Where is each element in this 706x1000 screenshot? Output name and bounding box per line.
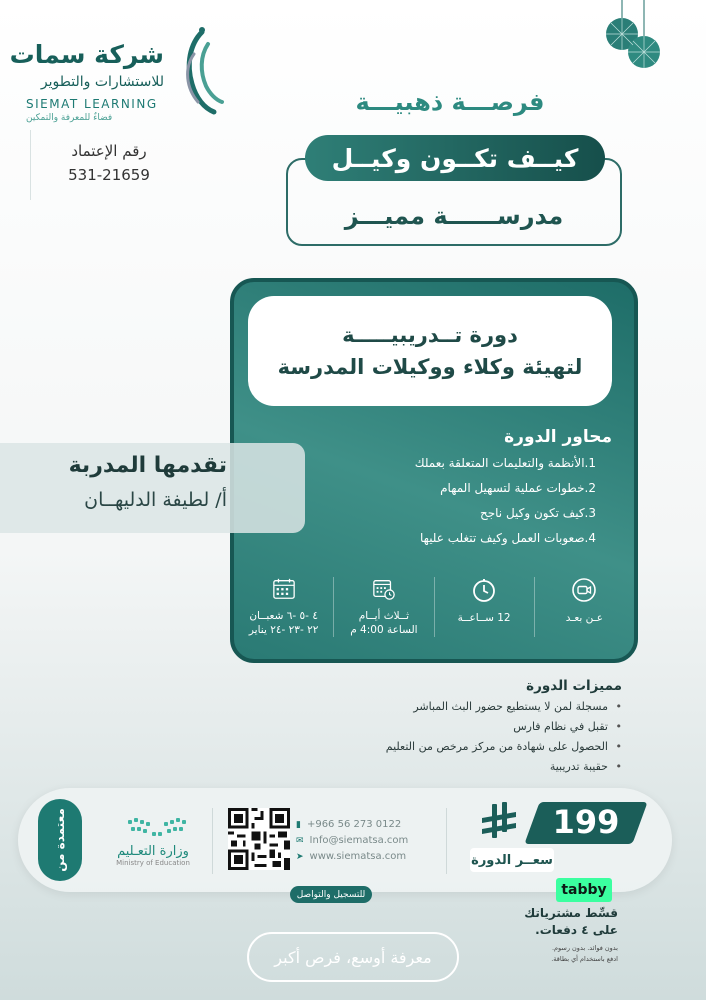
- ministry-logo-icon: [126, 816, 188, 842]
- feature-line: عـن بعـد: [565, 612, 603, 624]
- course-axes-title: محاور الدورة: [504, 427, 612, 447]
- presenter-name: أ/ لطيفة الدليهــان: [84, 489, 227, 511]
- cta-label: معرفة أوسع، فرص أكبر: [274, 947, 432, 967]
- advantages-title: مميزات الدورة: [526, 678, 622, 694]
- list-item: • مسجلة لمن لا يستطيع حضور البث المباشر: [386, 700, 622, 720]
- advantages-list: [386, 700, 622, 780]
- brand-slogan: فضاءٌ للمعرفة والتمكين: [26, 113, 113, 123]
- feature-line: ٢٢ -٢٣ -٢٤ يناير: [248, 624, 319, 636]
- brand-logo: [9, 22, 227, 123]
- tabby-logo: tabby: [556, 878, 612, 902]
- course-title-box: [248, 296, 612, 406]
- presenter-box: [0, 443, 305, 533]
- feature-line: 12 ســاعــة: [457, 612, 511, 624]
- mail-icon: ✉: [296, 836, 304, 846]
- tabby-line4: ادفع باستخدام أي بطاقة.: [551, 955, 618, 963]
- hanging-ornaments-icon: [600, 0, 670, 70]
- tabby-line1: قسِّط مشترياتك: [524, 906, 618, 920]
- list-item: • حقيبة تدريبية: [386, 760, 622, 780]
- list-item: 1.الأنظمة والتعليمات المتعلقة بعملك: [414, 456, 596, 470]
- accreditation-number: 531-21659: [68, 166, 150, 184]
- phone-icon: ▮: [296, 820, 301, 830]
- brand-tagline: للاستشارات والتطوير: [40, 74, 164, 90]
- accreditation-label: رقم الإعتماد: [71, 142, 147, 160]
- list-item: • تقبل في نظام فارس: [386, 720, 622, 740]
- video-camera-icon: [571, 577, 597, 603]
- list-item: 4.صعوبات العمل وكيف تتغلب عليها: [420, 531, 596, 545]
- website-url: www.siematsa.com: [309, 851, 407, 862]
- stopwatch-icon: [471, 577, 497, 603]
- course-title-line1: دورة تــدريبيـــــة: [342, 323, 518, 347]
- course-axes-list: [415, 456, 596, 556]
- email-address: Info@siematsa.com: [309, 835, 409, 846]
- brand-name: شركة سمات: [9, 40, 164, 69]
- school-title: مدرســــــة مميـــز: [344, 202, 564, 230]
- price-label: سعــر الدورة: [470, 848, 554, 872]
- golden-opportunity-title: فرصـــة ذهبيـــة: [355, 88, 545, 116]
- ministry-name-en: Ministry of Education: [116, 859, 190, 867]
- contact-list: [296, 819, 408, 867]
- qr-code-icon[interactable]: [228, 808, 290, 870]
- feature-line: الساعة 4:00 م: [350, 624, 418, 636]
- course-title-line2: لتهيئة وكلاء ووكيلات المدرسة: [277, 355, 583, 379]
- tabby-line2: على ٤ دفعات.: [535, 923, 618, 937]
- footer-bar: [18, 788, 672, 900]
- price-value: 199: [552, 803, 620, 841]
- calendar-icon: [271, 577, 297, 601]
- list-item: • الحصول على شهادة من مركز مرخص من التعليم: [386, 740, 622, 760]
- feature-line: ٤ -٥ -٦ شعبــان: [249, 610, 318, 622]
- feature-dates: [234, 577, 333, 637]
- brand-name-en: SIEMAT LEARNING: [26, 97, 158, 111]
- feature-days: [333, 577, 433, 637]
- feature-remote: [534, 577, 634, 637]
- presenter-title: تقدمها المدربة: [68, 453, 227, 478]
- list-item: 2.خطوات عملية لتسهيل المهام: [440, 481, 596, 495]
- phone-number: +966 56 273 0122: [306, 819, 402, 830]
- siemat-logo-icon: [172, 24, 227, 116]
- divider: [446, 808, 447, 874]
- cursor-icon: ➤: [296, 852, 304, 862]
- email-contact[interactable]: [296, 835, 408, 851]
- learn-more-button[interactable]: [247, 932, 459, 982]
- accreditation-block: [30, 130, 187, 200]
- accredited-by-label: معتمدة من: [52, 808, 67, 872]
- calendar-clock-icon: [371, 577, 397, 601]
- phone-contact[interactable]: [296, 819, 408, 835]
- riyal-symbol-icon: [480, 802, 518, 842]
- how-to-title: [305, 135, 605, 181]
- how-to-text: كيــف تكــون وكيــل: [331, 143, 579, 173]
- website-contact[interactable]: [296, 851, 408, 867]
- list-item: 3.كيف تكون وكيل ناجح: [479, 506, 596, 520]
- register-label: للتسجيل والتواصل: [296, 889, 366, 900]
- register-button[interactable]: [290, 886, 372, 903]
- tabby-line3: بدون فوائد. بدون رسوم.: [551, 944, 618, 952]
- course-features: [234, 577, 634, 637]
- accredited-by-badge: [38, 799, 82, 881]
- ministry-logo: [98, 814, 208, 874]
- divider: [212, 808, 213, 874]
- feature-line: ثــلاث أيــام: [358, 610, 410, 622]
- ministry-name-ar: وزارة التعـليم: [117, 844, 189, 859]
- feature-hours: [434, 577, 534, 637]
